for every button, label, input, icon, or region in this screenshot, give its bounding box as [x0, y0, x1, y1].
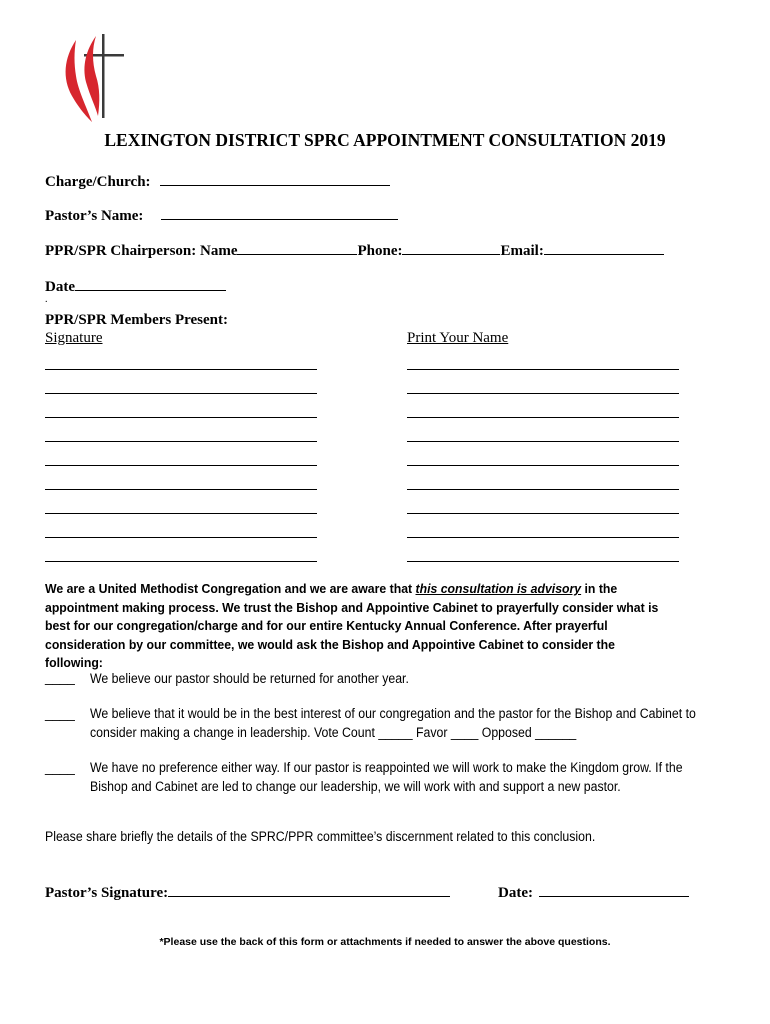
footer-date-row: [498, 882, 689, 902]
member-signature-line[interactable]: [45, 513, 317, 514]
flame-right-tongue: [84, 36, 99, 116]
cross-vertical-bar: [102, 34, 105, 118]
date-label: Date: [45, 279, 75, 295]
member-signature-line[interactable]: [45, 561, 317, 562]
member-print-name-line[interactable]: [407, 393, 679, 394]
member-print-name-line[interactable]: [407, 417, 679, 418]
member-print-name-line[interactable]: [407, 489, 679, 490]
statement-part-1: We are a United Methodist Congregation and we are aware that: [45, 581, 416, 596]
option-3-text: We have no preference either way. If our pastor is reappointed we will work to make the Kingdom grow. If the Bishop and Cabinet are led to change our leadership, we will work with and support a new pastor.: [90, 760, 683, 794]
member-signature-line[interactable]: [45, 465, 317, 466]
member-print-name-line[interactable]: [407, 561, 679, 562]
member-signature-line[interactable]: [45, 417, 317, 418]
members-present-label: PPR/SPR Members Present:: [45, 312, 229, 328]
option-1-blank[interactable]: ____: [45, 670, 75, 685]
date-field[interactable]: [75, 276, 226, 291]
pastor-signature-row: [45, 882, 450, 902]
pastor-name-label: Pastor’s Name:: [45, 208, 144, 224]
member-print-name-line[interactable]: [407, 465, 679, 466]
signature-column-header: Signature: [45, 330, 103, 346]
chairperson-email-field[interactable]: [544, 240, 664, 255]
member-print-name-line[interactable]: [407, 441, 679, 442]
footer-date-label: Date:: [498, 885, 533, 901]
member-signature-line[interactable]: [45, 537, 317, 538]
option-1-text: We believe our pastor should be returned for another year.: [90, 671, 409, 686]
charge-church-field[interactable]: [160, 171, 390, 186]
chairperson-row: [45, 240, 664, 260]
pastor-signature-label: Pastor’s Signature:: [45, 885, 169, 901]
pastor-name-field[interactable]: [161, 205, 398, 220]
stray-dot: .: [45, 294, 48, 305]
chairperson-phone-field[interactable]: [402, 240, 500, 255]
statement-emphasis: this consultation is advisory: [415, 581, 582, 596]
option-3-blank[interactable]: ____: [45, 760, 75, 775]
member-print-name-line[interactable]: [407, 513, 679, 514]
form-title: LEXINGTON DISTRICT SPRC APPOINTMENT CONSULTATION 2019: [104, 130, 666, 150]
date-row: [45, 276, 226, 296]
chairperson-name-field[interactable]: [237, 240, 357, 255]
member-print-name-line[interactable]: [407, 537, 679, 538]
pastor-signature-field[interactable]: [168, 882, 450, 897]
footer-date-field[interactable]: [539, 882, 689, 897]
member-signature-line[interactable]: [45, 369, 317, 370]
option-2-blank[interactable]: ____: [45, 706, 75, 721]
print-name-column-header: Print Your Name: [407, 330, 509, 346]
member-signature-line[interactable]: [45, 489, 317, 490]
member-print-name-line[interactable]: [407, 369, 679, 370]
cross-and-flame-logo: [62, 32, 126, 122]
chairperson-phone-label: Phone:: [357, 243, 403, 259]
statement-part-2: in the appointment making process. We trust the Bishop and Appointive Cabinet to prayerfully consider what is best for our congregation/charge and for our entire Kentucky Annual Conference. After prayerful consideration by our committee, we would ask the Bishop and Appointive Cabinet to consider the following:: [45, 581, 659, 670]
charge-church-row: [45, 171, 390, 191]
chairperson-name-label: PPR/SPR Chairperson: Name: [45, 243, 238, 259]
advisory-statement: [45, 580, 663, 673]
member-signature-line[interactable]: [45, 393, 317, 394]
option-2-text: We believe that it would be in the best interest of our congregation and the pastor for the Bishop and Cabinet to consider making a change in leadership. Vote Count _____ Favor ____ Opposed ______: [90, 706, 696, 740]
member-signature-line[interactable]: [45, 441, 317, 442]
pastor-name-row: [45, 205, 398, 225]
footer-note: *Please use the back of this form or attachments if needed to answer the above questions.: [159, 936, 611, 948]
charge-church-label: Charge/Church:: [45, 174, 151, 190]
share-prompt: Please share briefly the details of the SPRC/PPR committee’s discernment related to this conclusion.: [45, 829, 596, 844]
chairperson-email-label: Email:: [500, 243, 544, 259]
